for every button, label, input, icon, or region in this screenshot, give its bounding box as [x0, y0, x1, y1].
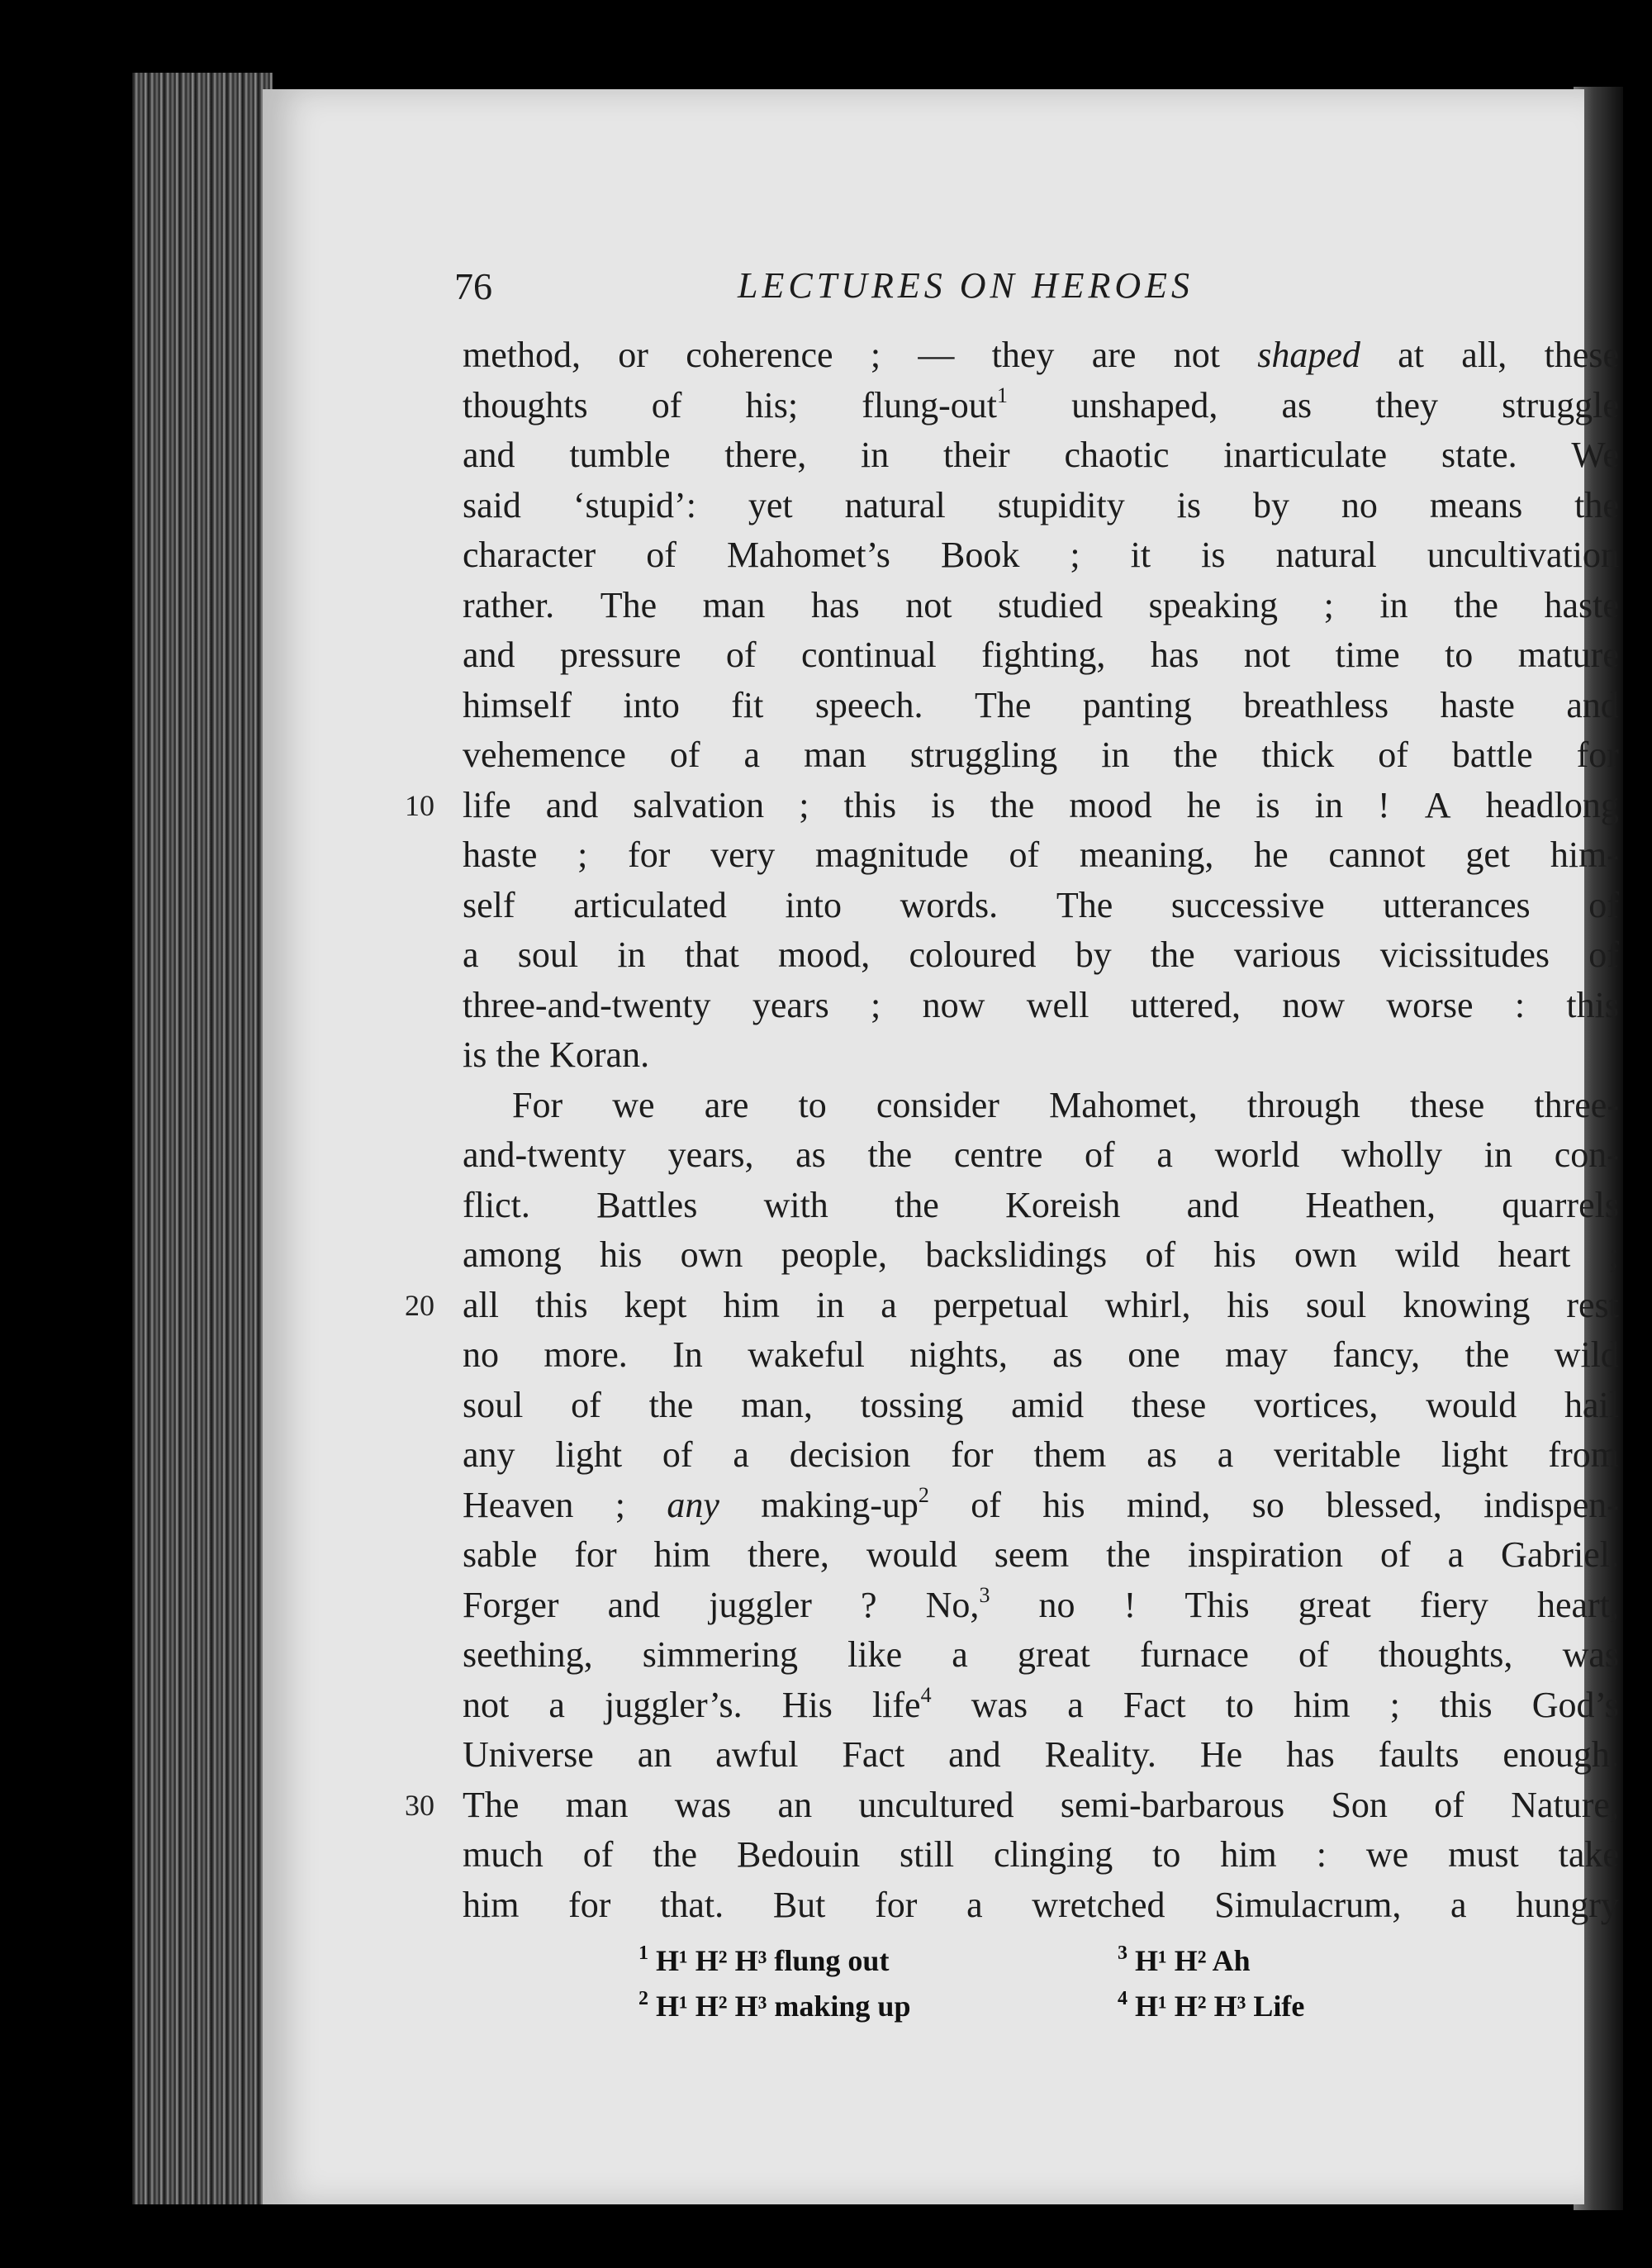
text-line: himself into fit speech. The panting breathless haste and [463, 684, 1619, 725]
text-line: character of Mahomet’s Book ; it is natural uncultivation [463, 535, 1619, 575]
text-line: and tumble there, in their chaotic inarticulate state. We [463, 435, 1619, 475]
page-number: 76 [454, 265, 492, 307]
text-line: a soul in that mood, coloured by the various vicissitudes of [463, 934, 1619, 975]
text-line: any light of a decision for them as a veritable light from [463, 1434, 1619, 1475]
text-line: not a juggler’s. His life$^4$ was a Fact to him ; this God’s [463, 1682, 1619, 1725]
line-number: 30 [405, 1788, 434, 1822]
text-line: three-and-twenty years ; now well uttered, now worse : this [463, 984, 1619, 1025]
running-head [263, 254, 1584, 312]
footnote-marker: 3 [1118, 1942, 1127, 1964]
text-line: Universe an awful Fact and Reality. He has faults enough. [463, 1734, 1619, 1775]
running-title: LECTURES ON HEROES [738, 265, 1194, 306]
text-line: no more. In wakeful nights, as one may fancy, the wild [463, 1334, 1619, 1375]
text-line: him for that. But for a wretched Simulacrum, a hungry [463, 1884, 1619, 1925]
body-text [405, 330, 1619, 1930]
text-line: The man was an uncultured semi-barbarous Son of Nature, 30 [463, 1781, 1619, 1831]
text-line: among his own people, backslidings of his own wild heart ; [463, 1234, 1619, 1275]
text-line: said ‘stupid’: yet natural stupidity is by no means the [463, 484, 1619, 525]
line-number: 20 [405, 1288, 434, 1322]
footnote-text: H¹ H² H³ flung out [656, 1944, 890, 1977]
text-line: Forger and juggler ? No,$^3$ no ! This great fiery heart, [463, 1582, 1619, 1625]
line-number: 10 [405, 788, 434, 822]
text-line: life and salvation ; this is the mood he is in ! A headlong 10 [463, 781, 1619, 831]
footnote-text: H¹ H² H³ Life [1135, 1990, 1305, 2023]
footnote-4 [1118, 1985, 1304, 2027]
text-line: method, or coherence ; — they are not shaped at all, these [463, 335, 1619, 375]
footnote-marker: 2 [638, 1988, 648, 2009]
footnote-3 [1118, 1940, 1251, 1981]
footnote-2 [638, 1985, 910, 2027]
text-line: sable for him there, would seem the inspiration of a Gabriel. [463, 1534, 1619, 1575]
footnote-text: H¹ H² H³ making up [656, 1990, 911, 2023]
text-line: self articulated into words. The successive utterances of [463, 884, 1619, 925]
footnote-text: H¹ H² Ah [1135, 1944, 1251, 1977]
text-line: rather. The man has not studied speaking ; in the haste [463, 584, 1619, 625]
text-line: Heaven ; any making-$up^2$ of his mind, so blessed, indispen- [463, 1482, 1619, 1525]
text-line: flict. Battles with the Koreish and Heathen, quarrels [463, 1184, 1619, 1225]
text-line: thoughts of his; flung-out$^1$ unshaped, as they struggle [463, 383, 1619, 426]
text-line: For we are to consider Mahomet, through these three- [512, 1084, 1619, 1125]
text-line: is the Koran. [463, 1034, 650, 1075]
text-line: haste ; for very magnitude of meaning, he cannot get him- [463, 834, 1619, 875]
page-edges-left [132, 73, 273, 2204]
text-line: soul of the man, tossing amid these vortices, would hail [463, 1384, 1619, 1425]
text-line: much of the Bedouin still clinging to him : we must take [463, 1834, 1619, 1875]
book-page [263, 89, 1619, 2204]
text-line: and pressure of continual fighting, has not time to mature [463, 635, 1619, 675]
text-line: and-twenty years, as the centre of a world wholly in con- [463, 1134, 1619, 1175]
footnotes [638, 1940, 1652, 2039]
text-line: vehemence of a man struggling in the thick of battle for [463, 735, 1619, 775]
footnote-marker: 4 [1118, 1988, 1127, 2009]
text-line: all this kept him in a perpetual whirl, his soul knowing rest 20 [463, 1281, 1619, 1331]
footnote-marker: 1 [638, 1942, 648, 1964]
text-line: seething, simmering like a great furnace of thoughts, was [463, 1634, 1619, 1675]
footnote-1 [638, 1940, 889, 1981]
